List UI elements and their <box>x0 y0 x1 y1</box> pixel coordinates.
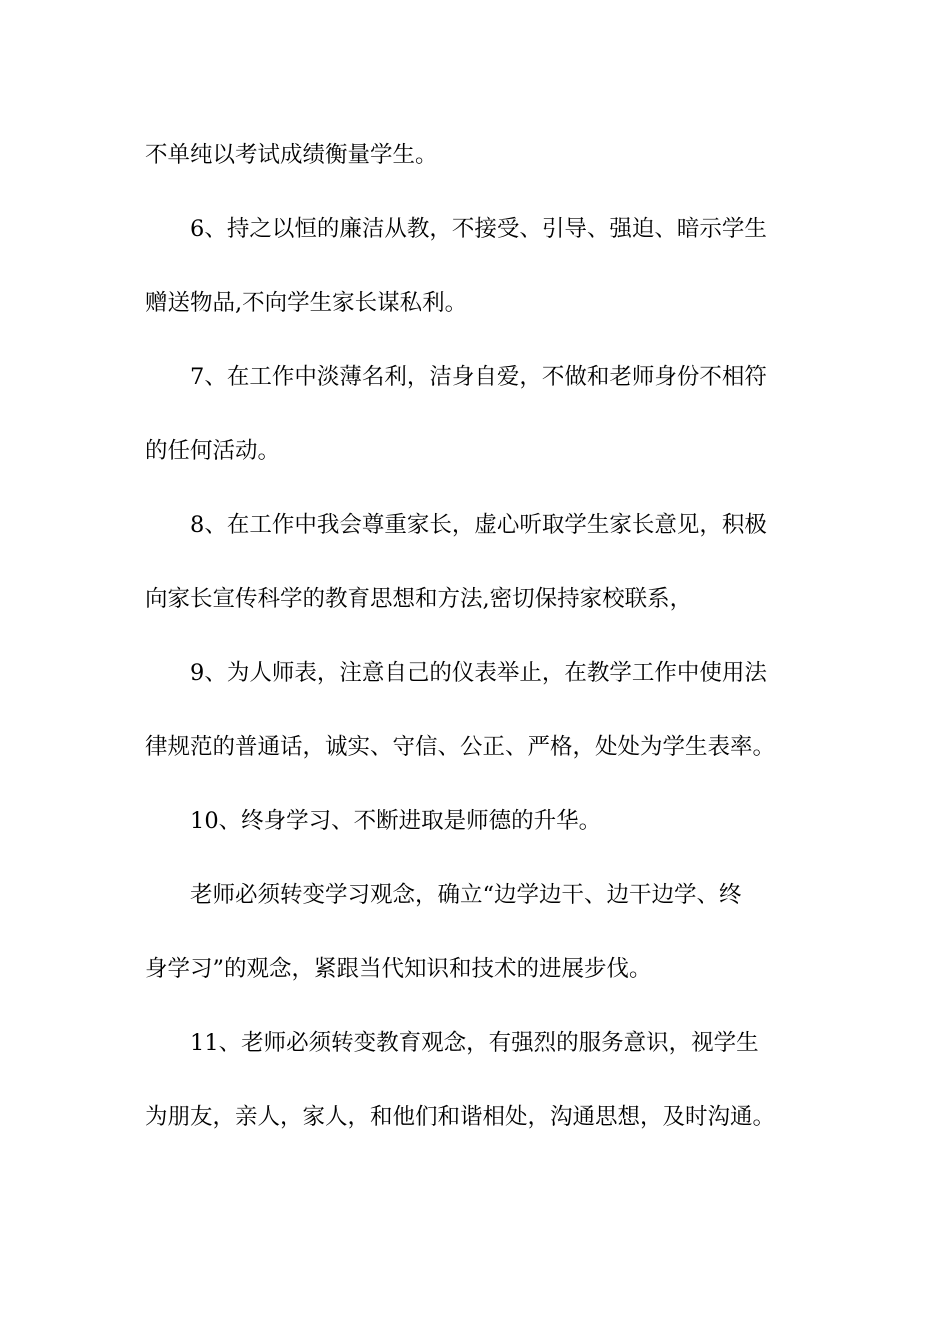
text-line: 老师必须转变学习观念，确立“边学边干、边干边学、终 <box>190 882 742 908</box>
text-line: 为朋友，亲人，家人，和他们和谐相处，沟通思想，及时沟通。 <box>145 1104 776 1130</box>
text-line: 身学习”的观念，紧跟当代知识和技术的进展步伐。 <box>145 956 652 982</box>
text-line: 的任何活动。 <box>145 438 281 464</box>
text-line: 9、为人师表，注意自己的仪表举止，在教学工作中使用法 <box>190 660 767 686</box>
text-line: 律规范的普通话，诚实、守信、公正、严格，处处为学生表率。 <box>145 734 776 760</box>
text-line: 向家长宣传科学的教育思想和方法,密切保持家校联系， <box>145 586 693 612</box>
text-line: 7、在工作中淡薄名利，洁身自爱，不做和老师身份不相符 <box>190 364 767 390</box>
text-line: 8、在工作中我会尊重家长，虚心听取学生家长意见，积极 <box>190 512 767 538</box>
text-line: 10、终身学习、不断进取是师德的升华。 <box>190 808 602 834</box>
document-body <box>145 118 825 1154</box>
text-line: 赠送物品,不向学生家长谋私利。 <box>145 290 468 316</box>
text-line: 6、持之以恒的廉洁从教，不接受、引导、强迫、暗示学生 <box>190 216 767 242</box>
text-line: 不单纯以考试成绩衡量学生。 <box>145 142 438 168</box>
text-line: 11、老师必须转变教育观念，有强烈的服务意识，视学生 <box>190 1030 759 1056</box>
